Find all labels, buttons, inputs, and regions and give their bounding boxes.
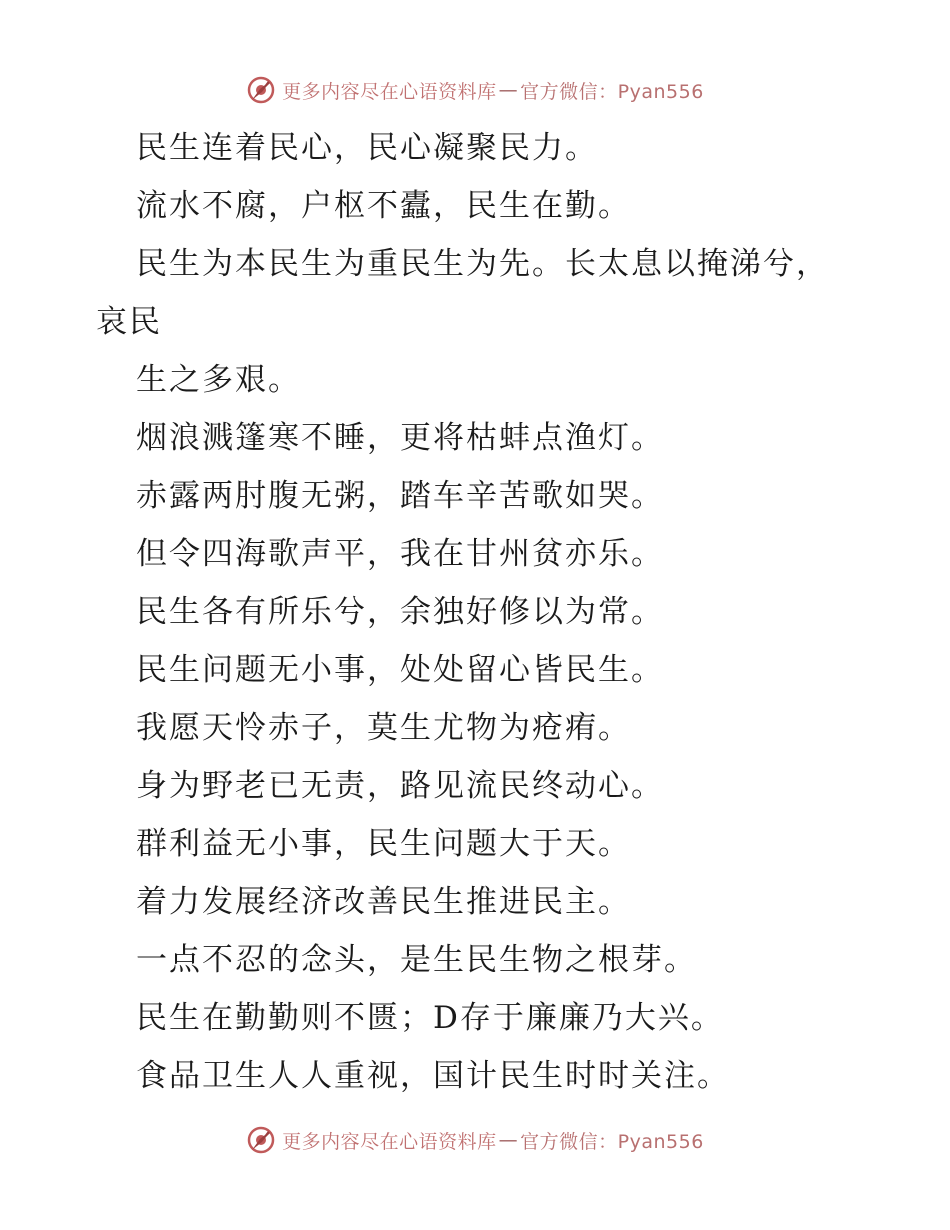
text-line-14: 着力发展经济改善民生推进民主。	[136, 884, 631, 920]
banner-main-text: 更多内容尽在心语资料库	[282, 1130, 497, 1153]
text-line-16: 民生在勤勤则不匮；D存于廉廉乃大兴。	[136, 1000, 724, 1036]
text-line-8: 但令四海歌声平，我在甘州贫亦乐。	[136, 536, 664, 572]
text-line-13: 群利益无小事，民生问题大于天。	[136, 826, 631, 862]
text-line-4: 哀民	[96, 304, 162, 340]
banner-main-text: 更多内容尽在心语资料库	[282, 80, 497, 103]
text-line-10: 民生问题无小事，处处留心皆民生。	[136, 652, 664, 688]
text-line-9: 民生各有所乐兮，余独好修以为常。	[136, 594, 664, 630]
text-line-7: 赤露两肘腹无粥，踏车辛苦歌如哭。	[136, 478, 664, 514]
header-banner	[0, 70, 950, 110]
text-line-1: 民生连着民心，民心凝聚民力。	[136, 130, 598, 166]
footer-banner	[0, 1120, 950, 1160]
text-line-5: 生之多艰。	[136, 362, 301, 398]
text-line-3: 民生为本民生为重民生为先。长太息以掩涕兮，	[136, 246, 829, 282]
pen-circle-icon	[246, 1125, 276, 1155]
banner-contact-text: 官方微信：Pyan556	[520, 80, 704, 103]
text-line-12: 身为野老已无责，路见流民终动心。	[136, 768, 664, 804]
text-line-15: 一点不忍的念头，是生民生物之根芽。	[136, 942, 697, 978]
pen-circle-icon	[246, 75, 276, 105]
banner-separator: —	[498, 79, 519, 101]
text-line-11: 我愿天怜赤子，莫生尤物为疮痏。	[136, 710, 631, 746]
text-line-6: 烟浪溅篷寒不睡，更将枯蚌点渔灯。	[136, 420, 664, 456]
banner-separator: —	[498, 1129, 519, 1151]
text-line-17: 食品卫生人人重视，国计民生时时关注。	[136, 1058, 730, 1094]
banner-contact-text: 官方微信：Pyan556	[520, 1130, 704, 1153]
text-line-2: 流水不腐，户枢不蠹，民生在勤。	[136, 188, 631, 224]
